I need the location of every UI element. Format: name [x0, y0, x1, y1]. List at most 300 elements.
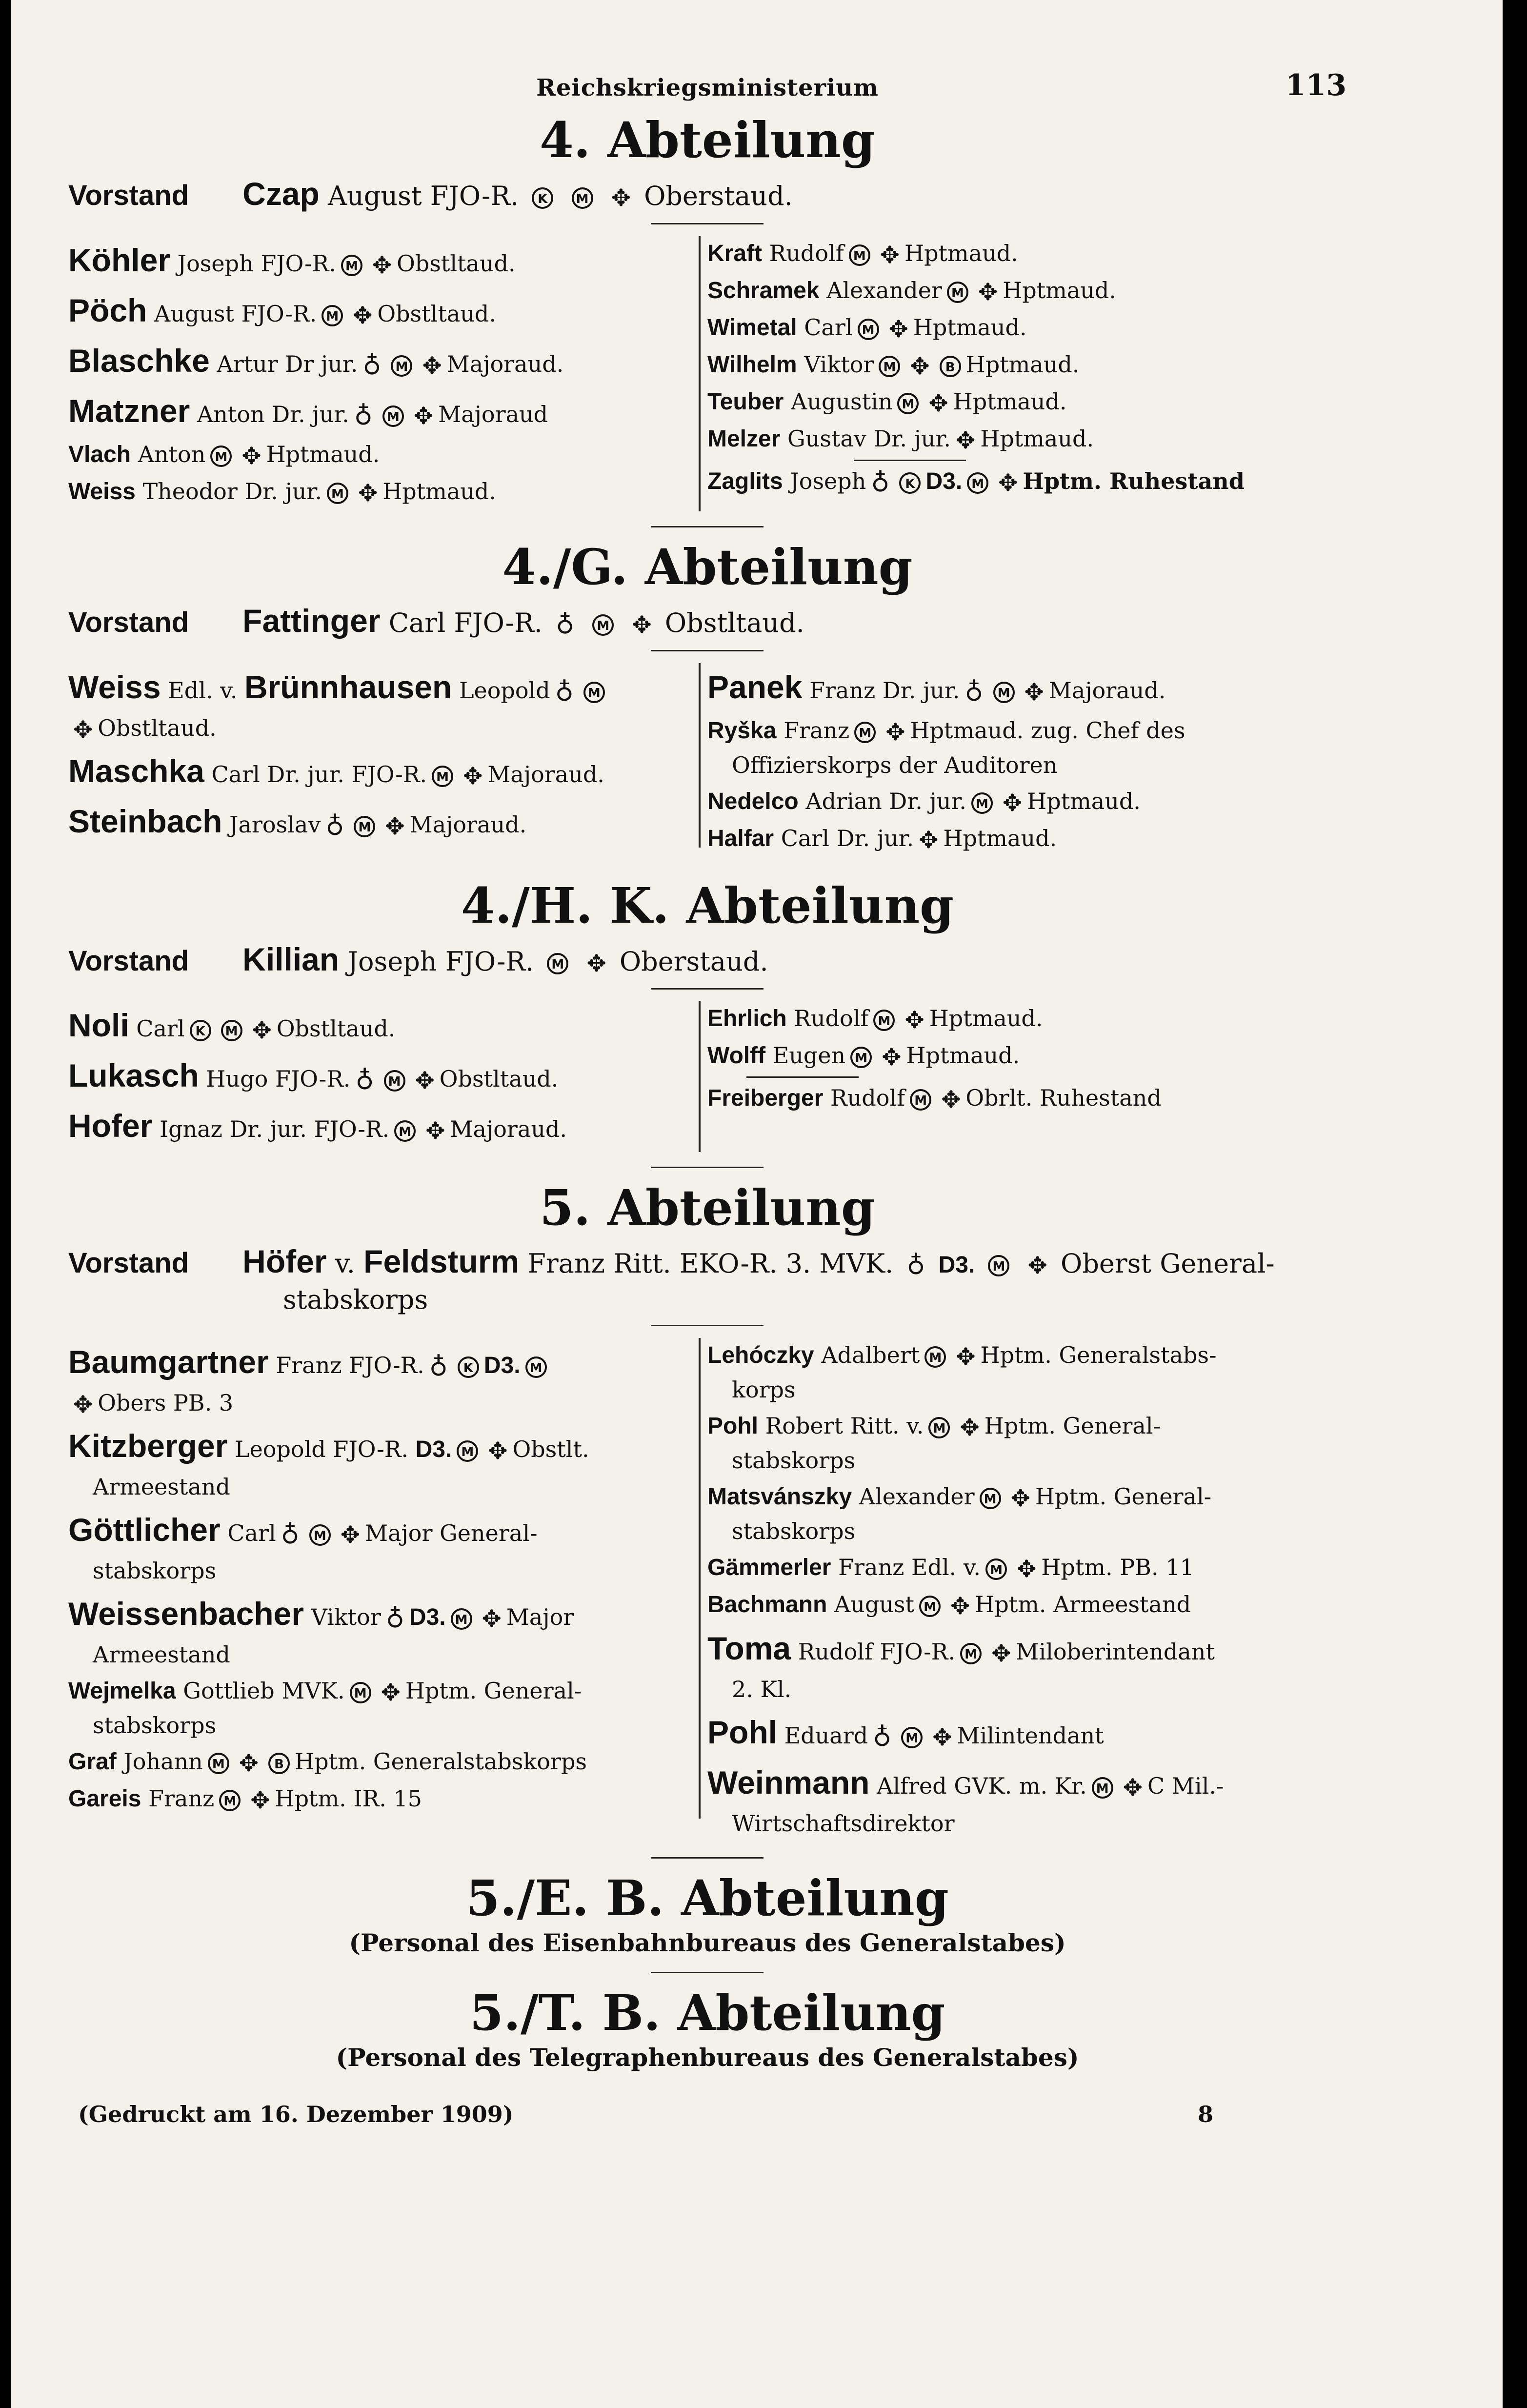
- person-rank: Hptm. Generalstabskorps: [294, 1748, 587, 1775]
- cross-icon: ✥: [422, 352, 442, 380]
- m-medal-icon: M: [341, 255, 362, 276]
- person-rank: Miloberintendant: [1016, 1639, 1215, 1665]
- person-text: Leopold FJO-R.: [235, 1436, 408, 1463]
- person-name: Wimetal: [707, 314, 797, 341]
- section-title: 4./G. Abteilung: [502, 538, 913, 596]
- person-text: August FJO-R.: [328, 181, 519, 211]
- person-text: Anton Dr. jur.: [197, 401, 349, 427]
- person-rank-cont: stabskorps: [283, 1284, 428, 1315]
- cross-icon: ✥: [919, 826, 939, 854]
- list-item: [68, 1338, 692, 1420]
- m-medal-icon: M: [382, 405, 404, 427]
- section-title: 4. Abteilung: [540, 111, 875, 169]
- running-head: [68, 68, 1346, 107]
- person-rank: Hptm. Ruhestand: [1023, 467, 1245, 494]
- person-rank: Hptm. General-: [405, 1678, 582, 1704]
- cross-icon: ✥: [358, 479, 378, 507]
- person-name: Ehrlich: [707, 1006, 787, 1032]
- m-medal-icon: M: [391, 355, 412, 377]
- person-text: August: [834, 1591, 915, 1618]
- person-text: Jaroslav: [229, 811, 321, 838]
- person-text: Adrian Dr. jur.: [805, 788, 966, 814]
- m-medal-icon: M: [525, 1356, 547, 1378]
- list-item: [68, 1590, 692, 1672]
- person-text: Adalbert: [821, 1342, 920, 1369]
- person-name: Weinmann: [707, 1764, 870, 1801]
- list-item: [707, 464, 1346, 499]
- m-medal-icon: M: [873, 1010, 895, 1031]
- m-medal-icon: M: [457, 1440, 478, 1462]
- person-name: Freiberger: [707, 1085, 824, 1112]
- cross-icon: ✥: [632, 611, 652, 639]
- m-medal-icon: M: [897, 393, 919, 414]
- m-medal-icon: M: [394, 1120, 416, 1142]
- cross-icon: ✥: [956, 1343, 976, 1371]
- person-rank-cont: korps: [732, 1376, 796, 1403]
- vorstand-line: [68, 600, 1346, 642]
- person-rank: Majoraud: [438, 401, 548, 427]
- section-5eb-abteilung: [68, 1870, 1346, 1973]
- order-decoration-icon: ♁: [385, 1604, 404, 1634]
- list-item: [707, 1587, 1346, 1622]
- divider: [651, 526, 764, 527]
- right-column: [701, 236, 1346, 501]
- person-text: Hugo FJO-R.: [206, 1066, 351, 1093]
- m-medal-icon: M: [208, 1753, 229, 1774]
- person-rank: Hptmaud.: [965, 351, 1080, 378]
- cross-icon: ✥: [239, 1750, 259, 1778]
- person-rank: Obstlt.: [512, 1436, 589, 1463]
- person-text: Carl Dr. jur.: [781, 825, 914, 851]
- order-decoration-icon: ♁: [355, 1066, 374, 1096]
- person-rank: Hptmaud.: [1027, 788, 1141, 814]
- person-text: Edl. v.: [168, 677, 238, 704]
- list-item: [707, 1001, 1346, 1036]
- section-4hk-abteilung: [68, 878, 1346, 1169]
- person-rank: Milintendant: [957, 1722, 1104, 1749]
- m-medal-icon: M: [901, 1727, 923, 1748]
- cross-icon: ✥: [1010, 1485, 1030, 1513]
- right-column: [701, 663, 1346, 858]
- person-rank: Hptm. General-: [1035, 1483, 1212, 1510]
- person-text: Ignaz Dr. jur. FJO-R.: [159, 1116, 390, 1143]
- person-name: Steinbach: [68, 803, 222, 839]
- list-item: [68, 286, 692, 335]
- right-column: [701, 1001, 1346, 1118]
- m-medal-icon: M: [583, 682, 605, 703]
- person-rank: Hptmaud.: [953, 388, 1067, 415]
- person-name: Göttlicher: [68, 1512, 221, 1548]
- order-decoration-icon: ♁: [354, 401, 373, 431]
- person-name: Toma: [707, 1630, 791, 1667]
- list-item: [68, 797, 692, 846]
- cross-icon: ✥: [991, 1640, 1011, 1668]
- person-name: Nedelco: [707, 788, 799, 814]
- section-5-abteilung: [68, 1180, 1346, 1859]
- order-decoration-icon: ♁: [871, 468, 890, 498]
- m-medal-icon: M: [547, 953, 568, 974]
- person-name: Wolff: [707, 1043, 766, 1069]
- cross-icon: ✥: [928, 389, 948, 417]
- cross-icon: ✥: [941, 1086, 961, 1114]
- d3-label: D3.: [925, 468, 963, 494]
- document-page: [11, 0, 1503, 2408]
- cross-icon: ✥: [252, 1017, 272, 1045]
- list-item: [707, 1759, 1346, 1841]
- person-name: Killian: [242, 941, 340, 977]
- person-rank: Obstltaud.: [276, 1015, 396, 1042]
- m-medal-icon: M: [451, 1608, 472, 1630]
- cross-icon: ✥: [415, 1067, 435, 1095]
- cross-icon: ✥: [611, 184, 631, 212]
- person-text: Carl Dr. jur. FJO-R.: [211, 761, 427, 788]
- m-medal-icon: M: [384, 1070, 405, 1092]
- list-item: [707, 310, 1346, 345]
- person-name: Lukasch: [68, 1057, 199, 1094]
- person-rank: Hptmaud.: [913, 314, 1027, 341]
- person-text: Artur Dr jur.: [217, 350, 358, 377]
- d3-label: D3.: [483, 1353, 521, 1379]
- person-text: Franz Dr. jur.: [809, 677, 960, 704]
- person-text: Carl FJO-R.: [388, 607, 542, 638]
- order-decoration-icon: ♁: [362, 351, 382, 381]
- person-text: Gottlieb MVK.: [183, 1678, 345, 1704]
- person-rank-cont: stabskorps: [732, 1518, 856, 1545]
- person-text: Franz Edl. v.: [838, 1554, 981, 1581]
- list-item: [707, 1338, 1346, 1407]
- sheet-signature: 8: [1198, 2101, 1214, 2128]
- person-text: Robert Ritt. v.: [765, 1413, 924, 1439]
- cross-icon: ✥: [950, 1593, 970, 1620]
- list-item: [707, 1624, 1346, 1706]
- person-rank: Hptm. Generalstabs-: [980, 1342, 1217, 1369]
- cross-icon: ✥: [910, 352, 930, 380]
- person-name: Pohl: [707, 1413, 758, 1439]
- m-medal-icon: M: [993, 682, 1015, 703]
- m-medal-icon: M: [219, 1790, 241, 1811]
- person-name: Ryška: [707, 717, 777, 744]
- person-text: Viktor: [804, 351, 874, 378]
- person-text: Eduard: [784, 1722, 868, 1749]
- person-name: Weiss: [68, 478, 136, 505]
- person-text: Theodor Dr. jur.: [142, 478, 322, 505]
- person-name: Halfar: [707, 825, 774, 851]
- person-name: Schramek: [707, 277, 820, 304]
- cross-icon: ✥: [880, 241, 900, 269]
- person-name: Baumgartner: [68, 1344, 269, 1380]
- person-name: Wilhelm: [707, 351, 797, 378]
- person-text: Rudolf: [794, 1005, 869, 1032]
- person-name: Bachmann: [707, 1592, 827, 1618]
- k-medal-icon: K: [458, 1356, 479, 1378]
- list-item: [68, 236, 692, 284]
- m-medal-icon: M: [854, 722, 876, 743]
- section-subtitle: (Personal des Eisenbahnbureaus des Generalstabes): [349, 1928, 1066, 1958]
- person-name: Kraft: [707, 240, 763, 266]
- list-item: [68, 1102, 692, 1150]
- person-name: Graf: [68, 1749, 117, 1775]
- person-rank: Obers PB. 3: [98, 1390, 234, 1416]
- m-medal-icon: M: [858, 319, 879, 340]
- d3-label: D3.: [938, 1252, 975, 1278]
- person-text: Alexander: [826, 277, 942, 304]
- section-title: 4./H. K. Abteilung: [461, 876, 954, 934]
- divider: [854, 460, 966, 461]
- person-name: Panek: [707, 668, 803, 705]
- m-medal-icon: M: [919, 1596, 941, 1617]
- d3-label: D3.: [409, 1604, 446, 1631]
- list-item: [707, 384, 1346, 420]
- list-item: [68, 1744, 692, 1780]
- m-medal-icon: M: [960, 1643, 982, 1664]
- m-medal-icon: M: [327, 483, 348, 504]
- person-text: Johann: [123, 1748, 203, 1775]
- page-footer: [68, 2101, 1346, 2135]
- right-column: [701, 1338, 1346, 1842]
- m-medal-icon: M: [985, 1558, 1007, 1580]
- cross-icon: ✥: [1027, 1252, 1047, 1280]
- cross-icon: ✥: [956, 426, 976, 454]
- cross-icon: ✥: [882, 1044, 902, 1072]
- list-item: [707, 1038, 1346, 1073]
- list-item: [707, 1479, 1346, 1548]
- cross-icon: ✥: [904, 1007, 924, 1034]
- cross-icon: ✥: [586, 950, 606, 977]
- person-rank: Majoraud.: [450, 1116, 567, 1143]
- person-rank-cont: Wirtschaftsdirektor: [732, 1810, 955, 1837]
- person-rank-cont: stabskorps: [732, 1447, 856, 1474]
- cross-icon: ✥: [885, 718, 905, 746]
- person-name: Zaglits: [707, 468, 783, 494]
- person-rank: C Mil.-: [1147, 1773, 1224, 1800]
- person-rank: Obrlt. Ruhestand: [965, 1085, 1162, 1112]
- person-rank: Hptmaud.: [906, 1042, 1020, 1069]
- divider: [746, 1076, 859, 1078]
- two-column-list: [68, 236, 1346, 511]
- cross-icon: ✥: [73, 716, 93, 744]
- person-text: v.: [335, 1248, 355, 1279]
- person-text: Carl: [136, 1015, 185, 1042]
- person-rank: Major General-: [364, 1520, 538, 1547]
- cross-icon: ✥: [241, 442, 261, 470]
- person-name-2: Feldsturm: [363, 1243, 520, 1280]
- person-rank-cont: 2. Kl.: [732, 1676, 792, 1703]
- divider: [651, 1857, 764, 1859]
- person-name: Gämmerler: [707, 1555, 831, 1581]
- person-rank: Hptmaud.: [382, 478, 496, 505]
- order-decoration-icon: ♁: [281, 1520, 300, 1550]
- m-medal-icon: M: [221, 1020, 242, 1041]
- k-medal-icon: K: [899, 472, 921, 494]
- person-rank: Obstltaud.: [664, 607, 804, 638]
- m-medal-icon: M: [850, 1047, 872, 1068]
- order-decoration-icon: ♁: [556, 610, 575, 640]
- m-medal-icon: M: [971, 792, 993, 814]
- m-medal-icon: M: [350, 1682, 371, 1703]
- person-name: Lehóczky: [707, 1342, 814, 1369]
- person-text: Rudolf: [830, 1085, 905, 1112]
- k-medal-icon: K: [532, 187, 553, 209]
- person-rank: Majoraud.: [409, 811, 527, 838]
- left-column: [68, 1001, 701, 1152]
- person-name: Czap: [242, 176, 320, 212]
- list-item: [707, 273, 1346, 308]
- list-item: [68, 1781, 692, 1817]
- m-medal-icon: M: [980, 1488, 1001, 1509]
- person-text: Rudolf: [769, 240, 844, 266]
- person-name: Weiss: [68, 668, 161, 705]
- order-decoration-icon: ♁: [906, 1251, 925, 1281]
- person-text: Joseph: [790, 467, 866, 494]
- list-item: [68, 437, 692, 472]
- person-rank: Hptmaud.: [904, 240, 1018, 266]
- b-medal-icon: B: [940, 356, 961, 377]
- person-name: Pohl: [707, 1714, 777, 1751]
- person-text: Alfred GVK. m. Kr.: [877, 1773, 1087, 1800]
- m-medal-icon: M: [432, 766, 453, 787]
- cross-icon: ✥: [425, 1117, 445, 1145]
- person-name: Matzner: [68, 392, 190, 429]
- section-title: 5./T. B. Abteilung: [469, 1984, 945, 2042]
- section-subtitle: (Personal des Telegraphenbureaus des Generalstabes): [336, 2043, 1079, 2072]
- person-rank: Major: [506, 1604, 574, 1631]
- m-medal-icon: M: [309, 1524, 331, 1546]
- list-item: [68, 663, 692, 745]
- person-rank-cont: Offizierskorps der Auditoren: [732, 751, 1058, 778]
- person-name: Höfer: [242, 1243, 327, 1280]
- person-rank-cont: Armeestand: [93, 1474, 230, 1500]
- cross-icon: ✥: [73, 1391, 93, 1419]
- person-text: Carl: [227, 1520, 276, 1547]
- cross-icon: ✥: [413, 402, 434, 430]
- person-text: Alexander: [859, 1483, 975, 1510]
- list-item: [68, 387, 692, 435]
- order-decoration-icon: ♁: [429, 1353, 448, 1382]
- person-name: Gareis: [68, 1786, 141, 1812]
- person-name: Vlach: [68, 441, 131, 467]
- person-rank: Hptmaud.: [943, 825, 1057, 851]
- person-text: Eugen: [772, 1042, 846, 1069]
- list-item: [707, 1081, 1346, 1116]
- m-medal-icon: M: [1092, 1777, 1113, 1799]
- list-item: [707, 347, 1346, 383]
- m-medal-icon: M: [592, 614, 614, 636]
- cross-icon: ✥: [1024, 678, 1044, 706]
- person-rank: Hptmaud.: [1003, 277, 1116, 304]
- person-rank: Obstltaud.: [439, 1066, 559, 1093]
- list-item: [68, 1001, 692, 1050]
- cross-icon: ✥: [488, 1437, 508, 1465]
- cross-icon: ✥: [1123, 1774, 1143, 1802]
- person-name: Maschka: [68, 752, 204, 789]
- section-title: 5./E. B. Abteilung: [466, 1869, 949, 1927]
- order-decoration-icon: ♁: [555, 677, 574, 707]
- two-column-list: [68, 1001, 1346, 1152]
- section-title: 5. Abteilung: [540, 1179, 875, 1237]
- person-rank: Oberstaud.: [644, 181, 793, 211]
- list-item: [707, 236, 1346, 271]
- person-rank: Majoraud.: [446, 350, 564, 377]
- m-medal-icon: M: [849, 244, 870, 266]
- list-item: [707, 1708, 1346, 1757]
- m-medal-icon: M: [572, 187, 593, 209]
- person-text: Gustav Dr. jur.: [787, 425, 951, 452]
- person-text: Joseph FJO-R.: [347, 946, 534, 977]
- section-4-abteilung: [68, 112, 1346, 527]
- vorstand-label: Vorstand: [68, 1247, 189, 1279]
- person-rank: Hptm. PB. 11: [1041, 1554, 1194, 1581]
- person-name: Köhler: [68, 242, 171, 278]
- order-decoration-icon: ♁: [325, 811, 344, 841]
- order-decoration-icon: ♁: [873, 1723, 892, 1753]
- person-rank: Hptm. IR. 15: [275, 1785, 422, 1812]
- list-item: [68, 1674, 692, 1742]
- divider: [651, 223, 764, 224]
- left-column: [68, 236, 701, 511]
- list-item: [707, 1550, 1346, 1585]
- person-text-2: Leopold: [459, 677, 550, 704]
- cross-icon: ✥: [463, 762, 483, 790]
- person-rank: Majoraud.: [487, 761, 604, 788]
- print-date-note: (Gedruckt am 16. Dezember 1909): [78, 2101, 514, 2128]
- two-column-list: [68, 663, 1346, 858]
- cross-icon: ✥: [250, 1787, 270, 1815]
- list-item: [707, 821, 1346, 856]
- cross-icon: ✥: [998, 469, 1018, 497]
- person-rank: Hptm. General-: [984, 1413, 1161, 1439]
- person-text: Augustin: [791, 388, 893, 415]
- list-item: [707, 422, 1346, 457]
- person-rank: Hptmaud. zug. Chef des: [910, 717, 1185, 744]
- list-item: [68, 1422, 692, 1504]
- m-medal-icon: M: [947, 282, 968, 303]
- person-name: Blaschke: [68, 342, 210, 379]
- person-rank-cont: stabskorps: [93, 1558, 217, 1584]
- divider: [651, 1167, 764, 1168]
- cross-icon: ✥: [1002, 789, 1023, 817]
- k-medal-icon: K: [190, 1020, 211, 1041]
- list-item: [707, 1409, 1346, 1477]
- vorstand-label: Vorstand: [68, 180, 189, 211]
- person-rank-cont: stabskorps: [93, 1712, 217, 1739]
- vorstand-label: Vorstand: [68, 606, 189, 638]
- person-text: August FJO-R.: [154, 300, 317, 327]
- person-text-2: Franz Ritt. EKO-R. 3. MVK.: [527, 1248, 894, 1279]
- cross-icon: ✥: [978, 278, 998, 306]
- section-4g-abteilung: [68, 539, 1346, 858]
- person-rank: Obstltaud.: [377, 300, 496, 327]
- person-rank-cont: Armeestand: [93, 1641, 230, 1668]
- cross-icon: ✥: [932, 1724, 952, 1752]
- section-5tb-abteilung: [68, 1985, 1346, 2072]
- cross-icon: ✥: [1017, 1556, 1037, 1583]
- person-name-2: Brünnhausen: [244, 668, 452, 705]
- person-text: Joseph FJO-R.: [177, 250, 336, 277]
- cross-icon: ✥: [888, 315, 908, 343]
- page-content: [68, 68, 1346, 2135]
- person-text: Franz FJO-R.: [276, 1352, 424, 1379]
- person-text: Franz: [148, 1785, 215, 1812]
- vorstand-line: [68, 1241, 1346, 1317]
- m-medal-icon: M: [928, 1417, 950, 1438]
- m-medal-icon: M: [910, 1089, 931, 1111]
- divider: [651, 988, 764, 990]
- person-rank: Oberst General-: [1061, 1248, 1275, 1279]
- m-medal-icon: M: [924, 1346, 946, 1368]
- list-item: [68, 1052, 692, 1100]
- person-name: Noli: [68, 1007, 129, 1044]
- cross-icon: ✥: [381, 1679, 401, 1707]
